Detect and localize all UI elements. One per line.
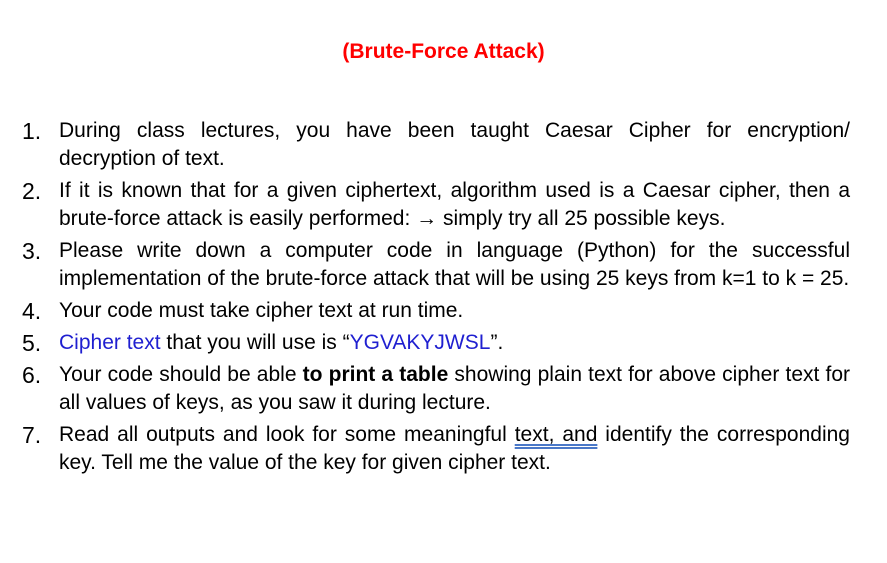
item-number: 2. bbox=[22, 178, 42, 204]
page-title: (Brute-Force Attack) bbox=[342, 40, 545, 63]
item-text: that you will use is “ bbox=[160, 331, 350, 354]
item-text-end: identify the corresponding key. Tell me the value of the key for given cipher text. bbox=[59, 423, 850, 474]
item-number: 4. bbox=[22, 298, 42, 324]
item-number: 7. bbox=[22, 422, 42, 448]
item-number: 6. bbox=[22, 362, 42, 388]
item-number: 5. bbox=[22, 330, 42, 356]
item-number: 3. bbox=[22, 238, 42, 264]
list-item-7 bbox=[22, 421, 850, 477]
item-number: 1. bbox=[22, 118, 42, 144]
item-text: Read all outputs and look for some meaningful bbox=[59, 423, 515, 446]
list-item-4 bbox=[22, 297, 850, 325]
grammar-underlined-phrase: text, and bbox=[514, 423, 598, 446]
item-text: During class lectures, you have been taught Caesar Cipher for encryption/ decryption of text. bbox=[59, 119, 850, 170]
list-item-6 bbox=[22, 361, 850, 417]
instruction-list bbox=[22, 117, 850, 481]
list-item-2 bbox=[22, 177, 850, 233]
bold-phrase: to print a table bbox=[302, 363, 449, 386]
item-text-end: ”. bbox=[490, 331, 504, 354]
list-item-3 bbox=[22, 237, 850, 293]
item-text: If it is known that for a given ciphertext, algorithm used is a Caesar cipher, then a brute-force attack is easily performed: → simply try all 25 possible keys. bbox=[59, 179, 850, 230]
item-text: Please write down a computer code in language (Python) for the successful implementation of the brute-force attack that will be using 25 keys from k=1 to k = 25. bbox=[59, 239, 850, 290]
item-text: Your code must take cipher text at run time. bbox=[59, 299, 464, 322]
list-item-5 bbox=[22, 329, 850, 357]
cipher-text-label: Cipher text bbox=[59, 331, 161, 354]
item-text: Your code should be able bbox=[59, 363, 303, 386]
list-item-1 bbox=[22, 117, 850, 173]
item-text-end: showing plain text for above cipher text for all values of keys, as you saw it during lecture. bbox=[59, 363, 850, 414]
cipher-value: YGVAKYJWSL bbox=[349, 331, 491, 354]
